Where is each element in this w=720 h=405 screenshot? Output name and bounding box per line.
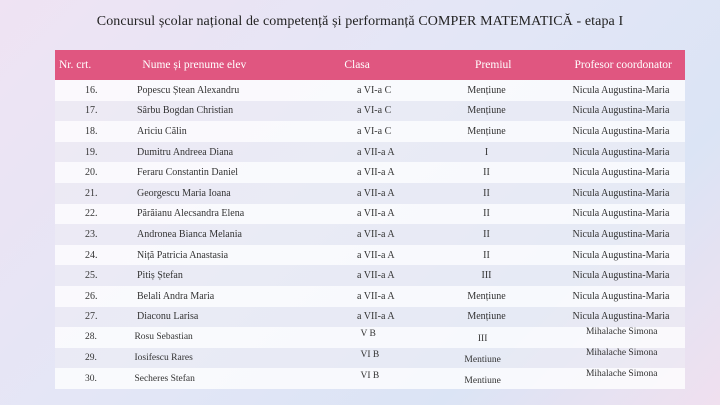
- table-row: [55, 327, 685, 348]
- cell-teacher: Nicula Augustina-Maria: [572, 228, 670, 240]
- cell-prize: III: [477, 334, 488, 345]
- cell-teacher: Nicula Augustina-Maria: [572, 125, 670, 137]
- cell-teacher: Nicula Augustina-Maria: [572, 208, 670, 220]
- cell-nr: 29.: [85, 353, 97, 364]
- table-row: [55, 162, 685, 183]
- cell-name: Diaconu Larisa: [137, 311, 199, 323]
- cell-teacher: Nicula Augustina-Maria: [572, 311, 670, 323]
- cell-name: Popescu Ștean Alexandru: [137, 84, 240, 96]
- cell-nr: 23.: [85, 228, 98, 240]
- table-row: [55, 142, 685, 163]
- cell-class: a VII-a A: [357, 187, 395, 199]
- table-row: [55, 121, 685, 142]
- header-class: Clasa: [344, 59, 370, 71]
- cell-teacher: Nicula Augustina-Maria: [572, 105, 670, 117]
- table-row: [55, 183, 685, 204]
- table-row: [55, 245, 685, 266]
- cell-prize: Mentiune: [464, 375, 501, 386]
- header-name: Nume și prenume elev: [142, 59, 247, 71]
- cell-name: Georgescu Maria Ioana: [137, 187, 231, 199]
- cell-nr: 28.: [85, 332, 97, 343]
- cell-name: Dumitru Andreea Diana: [137, 146, 234, 158]
- table-row: [55, 265, 685, 286]
- cell-class: a VII-a A: [357, 311, 395, 323]
- table-header: [55, 50, 685, 80]
- cell-class: a VII-a A: [357, 146, 395, 158]
- cell-prize: Mențiune: [467, 105, 506, 117]
- cell-nr: 26.: [85, 290, 98, 302]
- cell-nr: 25.: [85, 270, 98, 282]
- cell-nr: 18.: [85, 125, 98, 137]
- cell-nr: 19.: [85, 146, 98, 158]
- table-row: [55, 80, 685, 101]
- cell-nr: 20.: [85, 167, 98, 179]
- cell-nr: 24.: [85, 249, 98, 261]
- table-row: [55, 286, 685, 307]
- cell-class: a VII-a A: [357, 167, 395, 179]
- cell-prize: Mențiune: [467, 311, 506, 323]
- cell-name: Pitiș Ștefan: [137, 270, 183, 282]
- cell-teacher: Nicula Augustina-Maria: [572, 249, 670, 261]
- page-title: Concursul școlar național de competență și performanță COMPER MATEMATICĂ - etapa I: [96, 14, 624, 29]
- cell-teacher: Mihalache Simona: [585, 368, 658, 379]
- cell-class: a VI-a C: [357, 84, 392, 96]
- cell-teacher: Nicula Augustina-Maria: [572, 290, 670, 302]
- cell-name: Andronea Bianca Melania: [137, 228, 242, 240]
- cell-name: Iosifescu Rares: [134, 353, 193, 364]
- table-row: [55, 368, 685, 389]
- cell-nr: 17.: [85, 105, 98, 117]
- cell-teacher: Nicula Augustina-Maria: [572, 146, 670, 158]
- cell-class: a VI-a C: [357, 125, 392, 137]
- table-body: [55, 80, 685, 389]
- cell-teacher: Nicula Augustina-Maria: [572, 187, 670, 199]
- cell-nr: 22.: [85, 208, 98, 220]
- cell-prize: II: [483, 228, 490, 240]
- cell-prize: II: [483, 249, 490, 261]
- cell-name: Sârbu Bogdan Christian: [137, 105, 234, 117]
- header-teacher: Profesor coordonator: [574, 59, 672, 71]
- cell-class: V B: [360, 329, 376, 340]
- cell-class: a VI-a C: [357, 105, 392, 117]
- cell-name: Rosu Sebastian: [134, 332, 193, 343]
- cell-name: Feraru Constantin Daniel: [137, 167, 239, 179]
- cell-class: a VII-a A: [357, 208, 395, 220]
- table-row: [55, 204, 685, 225]
- table-row: [55, 307, 685, 328]
- cell-class: a VII-a A: [357, 249, 395, 261]
- cell-class: a VII-a A: [357, 270, 395, 282]
- cell-nr: 27.: [85, 311, 98, 323]
- cell-teacher: Nicula Augustina-Maria: [572, 167, 670, 179]
- cell-prize: Mențiune: [467, 125, 506, 137]
- cell-nr: 30.: [85, 373, 97, 384]
- cell-class: VI B: [360, 350, 380, 361]
- cell-name: Părăianu Alecsandra Elena: [137, 208, 245, 220]
- cell-name: Secheres Stefan: [134, 373, 195, 384]
- cell-class: VI B: [360, 370, 380, 381]
- results-table: [55, 50, 685, 389]
- cell-prize: II: [483, 208, 490, 220]
- cell-prize: I: [484, 146, 489, 158]
- cell-prize: Mențiune: [467, 84, 506, 96]
- cell-teacher: Mihalache Simona: [585, 348, 658, 359]
- cell-teacher: Nicula Augustina-Maria: [572, 270, 670, 282]
- cell-teacher: Mihalache Simona: [585, 327, 658, 338]
- cell-prize: Mentiune: [464, 355, 501, 366]
- cell-class: a VII-a A: [357, 228, 395, 240]
- header-prize: Premiul: [475, 59, 512, 71]
- header-nr: Nr. crt.: [59, 59, 92, 71]
- cell-nr: 21.: [85, 187, 98, 199]
- cell-prize: II: [483, 167, 490, 179]
- cell-nr: 16.: [85, 84, 98, 96]
- cell-name: Niță Patricia Anastasia: [137, 249, 229, 261]
- cell-class: a VII-a A: [357, 290, 395, 302]
- table-row: [55, 101, 685, 122]
- cell-name: Belali Andra Maria: [137, 290, 215, 302]
- cell-prize: III: [481, 270, 492, 282]
- cell-prize: Mențiune: [467, 290, 506, 302]
- cell-name: Ariciu Călin: [137, 125, 187, 137]
- table-row: [55, 224, 685, 245]
- cell-teacher: Nicula Augustina-Maria: [572, 84, 670, 96]
- table-row: [55, 348, 685, 369]
- cell-prize: II: [483, 187, 490, 199]
